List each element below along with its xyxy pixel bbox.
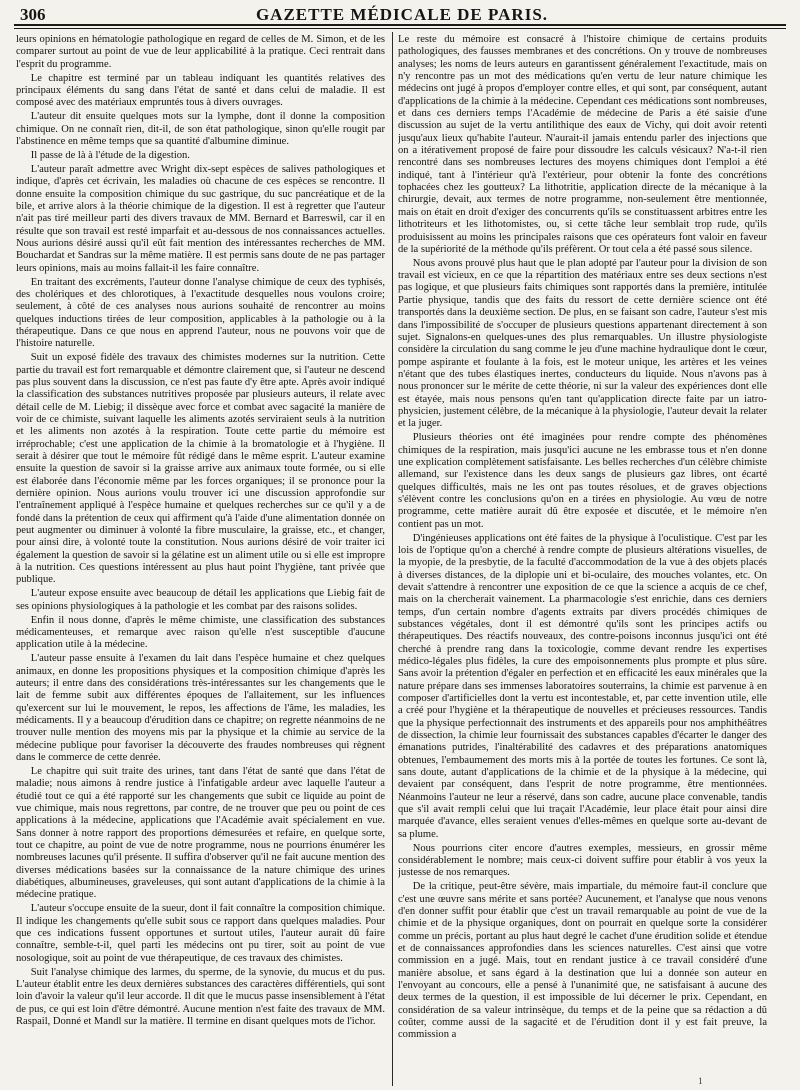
journal-title: GAZETTE MÉDICALE DE PARIS. [255, 5, 549, 24]
left-column [16, 34, 385, 1084]
paragraph: D'ingénieuses applications ont été faites de la physique à l'oculistique. C'est par les lois de l'optique qu'on a cherché à rendre compte de plusieurs altérations visuelles, de la myopie, de la presbytie, de la faculté d'accommodation de la vue à des objets placés à diverses distances, de la diplopie uni et bi-oculaire, des mouches volantes, etc. On devait s'attendre à rencontrer une exposition de ce que la science a acquis de ce chef, mais on la chercherait vainement. La pharmacologie s'est enrichie, dans ces derniers temps, d'un certain nombre d'agents extraits par divers procédés chimiques de substances végétales, dont il est démontré qu'ils sont les principes actifs ou thérapeutiques. Des réactifs nouveaux, des contre-poisons inconnus jusqu'ici ont été cherché à prendre rang dans la toxicologie, comme devant rendre les expertises médico-légales plus fidèles, la cure des empoisonnements plus prompte et plus sûre. Sans avoir la prétention d'égaler en perfection et en efficacité les eaux minérales que la nature prépare dans ses immenses laboratoires souterrains, la chimie est parvenue à en composer d'artificielles dont la vertu est incontestable, et, par cette invention utile, elle a créé pour l'hygiène et la thérapeutique de nouvelles et précieuses ressources. Tandis que la physique perfectionnait des instruments et des appareils pour nos amphithéâtres de dissection, la chimie leur fournissait des substances capables d'écarter le danger des émanations putrides, l'inaltérabilité des cadavres et des préparations anatomiques obtenues, l'embaumement des morts mis à la portée de toutes les fortunes. Ce sont là, sans doute, autant d'applications de la chimie et de la physique à la médecine, qui devaient par conséquent, dans l'esprit de notre programme, être mentionnées. Néanmoins l'auteur ne leur a réservé, dans son cadre, aucune place convenable, tandis que s'il avait rempli celui que lui traçait l'Académie, leur place était pour ainsi dire marquée d'avance, elles seraient venues d'elles-mêmes en quelque sorte au-devant de sa plume. [398, 532, 767, 840]
column-divider [392, 32, 393, 1086]
paragraph: Nous avons prouvé plus haut que le plan adopté par l'auteur pour la division de son travail est vicieux, en ce que la répartition des matériaux entre ses deux sections n'est pas logique, et que plusieurs faits chimiques sont rapportés dans la première, intitulée Partie physique, tandis que des faits du ressort de cette dernière science ont été transportés dans la deuxième section. De plus, en se faisant son cadre, l'auteur s'est mis dans l'impossibilité de s'occuper de plusieurs questions appartenant directement à son sujet. Signalons-en quelques-unes des plus remarquables. Un illustre physiologiste considère la circulation du sang comme le jeu d'une machine hydraulique dont le cœur, pompe aspirante et foulante à la fois, est le moteur unique, les artères et les veines n'étant que des tubes élastiques inertes, conducteurs du liquide. Nous n'avons pas à nous prononcer sur le mérite de cette théorie, ni sur la valeur des expériences dont elle est étayée, mais nous pensons qu'en tant qu'application directe faite par un iatro-physicien, justement célèbre, de la mécanique à la physiologie, l'auteur devait la relater et la juger. [398, 257, 767, 430]
paragraph: Il passe de là à l'étude de la digestion. [30, 149, 190, 161]
paragraph: L'auteur paraît admettre avec Wright dix-sept espèces de salives pathologiques et indique, d'après cet écrivain, les maladies où chacune de ces espèces se rencontre. Il donne ensuite la composition chimique du suc gastrique, du suc pancréatique et de la bile, et arrive alors à la théorie chimique de la digestion. Il est à regretter que l'auteur n'ait pas tiré meilleur parti des divers travaux de MM. Bernard et Barreswil, car il en résulte que son travail est resté imparfait et au-dessous de nos connaissances actuelles. Nous aurions désiré aussi qu'il eût fait mention des intéressantes recherches de MM. Bouchardat et Sandras sur la même matière. Il est permis sans doute de ne pas partager leurs opinions, mais au moins fallait-il les faire connaître. [16, 163, 385, 274]
page-number: 306 [20, 5, 46, 24]
paragraph: Suit l'analyse chimique des larmes, du sperme, de la synovie, du mucus et du pus. L'auteur établit entre les deux dernières substances des caractères différentiels, qui sont loin d'avoir la valeur qu'il leur accorde. Il dit que le mucus passe insensiblement à l'état de pus, ce qui est loin d'être démontré. Aucune mention n'est faite des travaux de MM. Raspail, Donné et Mandl sur la matière. Il termine en disant quelques mots de l'ichor. [16, 966, 385, 1027]
right-column [398, 34, 767, 1084]
header-rule [14, 24, 786, 26]
header-rule-thin [14, 28, 786, 29]
paragraph: Le chapitre est terminé par un tableau indiquant les quantités relatives des principaux éléments du sang dans l'état de santé et dans celui de maladie. Il est composé avec des matériaux empruntés tous à divers ouvrages. [16, 72, 385, 109]
paragraph: Enfin il nous donne, d'après le même chimiste, une classification des substances médicamenteuses, et remarque avec raison qu'elle n'est susceptible d'aucune application utile à la médecine. [16, 614, 385, 651]
paragraph: De la critique, peut-être sévère, mais impartiale, du mémoire faut-il conclure que c'est une œuvre sans mérite et sans portée? Aucunement, et l'analyse que nous venons d'en donner suffit pour établir que c'est un travail remarquable au point de vue de la chimie et de la physique organiques, dont on pourrait en quelque sorte la considérer comme un précis, portant au plus haut degré le cachet d'une érudition solide et étendue et de connaissances approfondies dans les sciences naturelles. C'est ainsi que votre commission en a jugé. Mais, tout en rendant justice à ce travail considéré d'une manière absolue, et sans égard à la destination que lui a donnée son auteur en l'envoyant au concours, elle a pensé à l'unanimité que, ne satisfaisant à aucune des deux termes de la question, il est impossible de lui décerner le prix. Cependant, en considération de sa valeur intrinsèque, du temps et de la peine que sa rédaction a dû coûter, comme aussi de la sagacité et de l'érudition dont il y est fait preuve, la commission a [398, 881, 767, 1041]
paragraph: leurs opinions en hématologie pathologique en regard de celles de M. Simon, et de les comparer surtout au point de vue de leur applicabilité à la pratique. Ceci rentrait dans l'esprit du programme. [16, 34, 385, 70]
paragraph: L'auteur dit ensuite quelques mots sur la lymphe, dont il donne la composition chimique. On ne connaît rien, dit-il, de son état pathologique, sinon qu'elle rougit par l'abstinence en même temps que sa quantité d'albumine diminue. [16, 111, 385, 147]
paragraph: L'auteur expose ensuite avec beaucoup de détail les applications que Liebig fait de ses opinions physiologiques à la pathologie et les combat par des raisons solides. [16, 588, 385, 612]
paragraph: Le reste du mémoire est consacré à l'histoire chimique de certains produits pathologiques, des fausses membranes et des concrétions. On y trouve de nombreuses analyses; les noms de leurs auteurs en garantissent généralement l'exactitude, mais on n'y rencontre pas un mot des médications qu'en vertu de leur nature chimique les médecins ont jugé à propos d'employer contre elles, et qui sont, par conséquent, autant d'applications de la chimie à la médecine. Cependant ces médications sont nombreuses, et dans ces derniers temps l'Académie de médecine de Paris a été saisie d'une discussion au sujet de la vertu antilithique des eaux de Vichy, qui doit avoir retenti jusqu'aux lieux qu'habite l'auteur. N'aurait-il jamais entendu parler des injections que on a itérativement proposé de faire pour dissoudre les calculs vésicaux? N'a-t-il rien rencontré dans ses nombreuses lectures des moyens chimiques dont l'emploi a été indiqué, tant à l'intérieur qu'à l'extérieur, pour obtenir la fonte des concrétions tophacées chez les goutteux? La lithotritie, application directe de la mécanique à la chirurgie, devait, aux termes de notre programme, non-seulement être mentionnée, mais on était en droit d'exiger des concurrents qu'ils se constituassent arbitres entre les lithotriteurs et les lithotomistes, ou, si cette tâche leur semblait trop rude, qu'ils produisissent au moins les principales raisons que ces opérateurs font valoir en faveur de la supériorité de la méthode qu'ils préfèrent. Or tout cela a été passé sous silence. [398, 34, 767, 255]
footer-mark: 1 [698, 1076, 703, 1086]
paragraph: L'auteur passe ensuite à l'examen du lait dans l'espèce humaine et chez quelques animaux, en donne les propositions physiques et la composition chimique d'après les auteurs; il entre dans des considérations très-intéressantes sur les changements que le lait de femme subit aux différentes époques de l'allaitement, sur les influences qu'exercent sur lui le mouvement, le repos, les affections de l'âme, les maladies, les médicaments. Il y a beaucoup d'érudition dans ce chapitre; on regrette néanmoins de ne trouver nulle mention des moyens mis par la physique et la chimie au service de la médecine publique pour favoriser la découverte des fraudes nombreuses qui règnent dans le commerce de cette denrée. [16, 653, 385, 763]
page-header [20, 2, 784, 24]
paragraph: L'auteur s'occupe ensuite de la sueur, dont il fait connaître la composition chimique. Il indique les changements qu'elle subit sous ce rapport dans quelques maladies. Pour que ces indications fussent opportunes et surtout utiles, l'auteur aurait dû faire connaître, semble-t-il, quel parti les médecins ont pu tirer, soit au point de vue nosologique, soit au point de vue thérapeutique, de ces travaux des chimistes. [16, 903, 385, 964]
paragraph: Le chapitre qui suit traite des urines, tant dans l'état de santé que dans l'état de maladie; nous aimons à rendre justice à l'infatigable ardeur avec laquelle l'auteur a étudié tout ce qui a été rapporté sur les changements que subit ce liquide au point de vue chimique, mais nous regrettons, par contre, de ne trouver que peu ou point de ces applications à la médecine, applications que l'Académie avait spécialement en vue. Sans donner à notre rapport des proportions démesurées et refaire, en quelque sorte, tout ce chapitre, au point de vue de notre programme, nous ne pourrions énumérer les nombreuses lacunes qu'il présente. Il suffira d'observer qu'il ne fait aucune mention des diverses médications basées sur la connaissance de la nature chimique des urines diabétiques, albumineuses, graveleuses, qui sont autant d'applications de la chimie à la médecine pratique. [16, 765, 385, 901]
paragraph: En traitant des excréments, l'auteur donne l'analyse chimique de ceux des typhisés, des cholériques et des chlorotiques, à l'exactitude desquelles nous voulons croire; seulement, à côté de ces analyses nous aurions souhaité de rencontrer au moins quelques inductions tirées de leur composition, applicables à la pathologie ou à la thérapeutique. Dans ce que nous en apprend l'auteur, nous ne pouvons voir que de l'histoire naturelle. [16, 276, 385, 350]
paragraph: Plusieurs théories ont été imaginées pour rendre compte des phénomènes chimiques de la respiration, mais jusqu'ici aucune ne les embrasse tous et n'en donne une explication complètement satisfaisante. Les belles recherches d'un célèbre chimiste allemand, sur l'existence dans les deux sangs de plusieurs gaz libres, ont écarté quelques difficultés, mais ne les ont pas toutes résolues, et de graves objections s'élèvent contre les conclusions qu'on en a tirées en physiologie. Au vœu de notre programme, cette matière aurait dû être exposée et discutée, et le mémoire n'en contient pas un mot. [398, 432, 767, 530]
paragraph: Suit un exposé fidèle des travaux des chimistes modernes sur la nutrition. Cette partie du travail est fort remarquable et démontre clairement que, si l'auteur ne descend pas plus souvent dans la discussion, ce n'est pas faute d'y être apte. Après avoir indiqué la classification des substances nutritives proposée par plusieurs auteurs, il relate avec détail celle de M. Liebig; il dissèque avec force et combat avec sagacité la manière de voir de ce chimiste, suivant laquelle les aliments azotés serviraient seuls à la nutrition et les aliments non azotés à la respiration. Toute cette partie du mémoire est irréprochable; c'est une application de la chimie à la bromatologie et à l'hygiène. Il serait à désirer que tout le mémoire fût rédigé dans le même esprit. L'auteur examine ensuite la question de savoir si la graisse arrive aux animaux toute formée, ou si elle est élaborée dans l'économie même par les forces organiques; il se prononce pour la dernière opinion. Nous aurions voulu trouver ici une discussion approfondie sur l'entraînement appliqué à l'espèce humaine et quelques recherches sur ce qu'il y a de fondé dans la prétention de ceux qui affirment qu'à l'aide d'une alimentation donnée on peut augmenter ou diminuer à volonté la fibre musculaire, la graisse, etc., et changer, pour ainsi dire, à volonté toute la constitution. Nous aurions désiré de voir traiter ici également la question de savoir si la gélatine est un aliment utile ou si elle est impropre à la nutrition. Ces questions intéressent au plus haut point l'hygiène, tant privée que publique. [16, 352, 385, 586]
paragraph: Nous pourrions citer encore d'autres exemples, messieurs, en grossir même considérablement le nombre; mais ceux-ci doivent suffire pour établir à vos yeux la justesse de nos remarques. [398, 842, 767, 879]
